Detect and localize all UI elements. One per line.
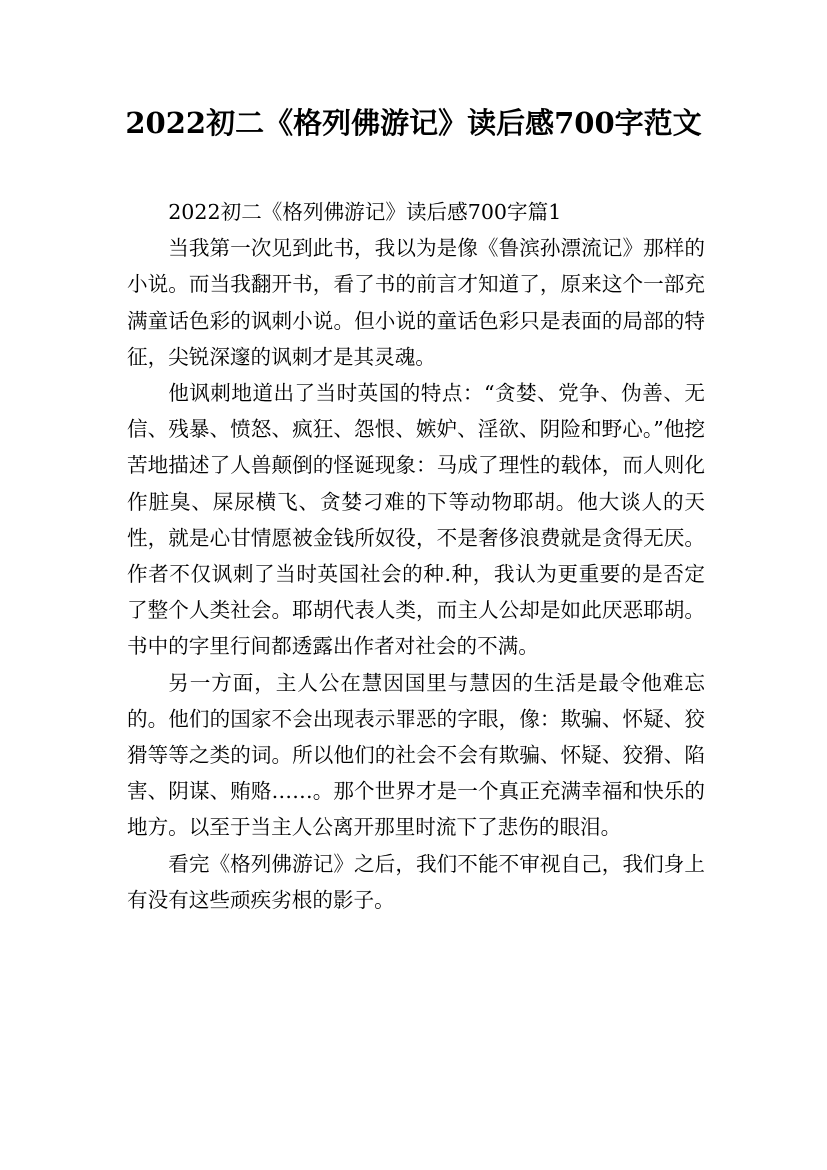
paragraph-4: 看完《格列佛游记》之后，我们不能不审视自己，我们身上有没有这些顽疾劣根的影子。 [127, 851, 705, 912]
paragraph-3: 另一方面，主人公在慧因国里与慧因的生活是最令他难忘的。他们的国家不会出现表示罪恶的字眼，像：欺骗、怀疑、狡猾等等之类的词。所以他们的社会不会有欺骗、怀疑、狡猾、陷害、阴谋、贿赂……。那个世界才是一个真正充满幸福和快乐的地方。以至于当主人公离开那里时流下了悲伤的眼泪。 [127, 670, 705, 840]
document-title: 2022初二《格列佛游记》读后感700字范文 [125, 106, 702, 140]
subheading: 2022初二《格列佛游记》读后感700字篇1 [168, 200, 562, 224]
paragraph-1: 当我第一次见到此书，我以为是像《鲁滨孙漂流记》那样的小说。而当我翻开书，看了书的前言才知道了，原来这个一部充满童话色彩的讽刺小说。但小说的童话色彩只是表面的局部的特征，尖锐深邃的讽刺才是其灵魂。 [127, 236, 705, 369]
document-body [127, 194, 705, 918]
paragraph-2: 他讽刺地道出了当时英国的特点：“贪婪、党争、伪善、无信、残暴、愤怒、疯狂、怨恨、嫉妒、淫欲、阴险和野心。”他挖苦地描述了人兽颠倒的怪诞现象：马成了理性的载体，而人则化作脏臭、屎尿横飞、贪婪刁难的下等动物耶胡。他大谈人的天性，就是心甘情愿被金钱所奴役，不是奢侈浪费就是贪得无厌。作者不仅讽刺了当时英国社会的种.种，我认为更重要的是否定了整个人类社会。耶胡代表人类，而主人公却是如此厌恶耶胡。书中的字里行间都透露出作者对社会的不满。 [127, 381, 705, 659]
